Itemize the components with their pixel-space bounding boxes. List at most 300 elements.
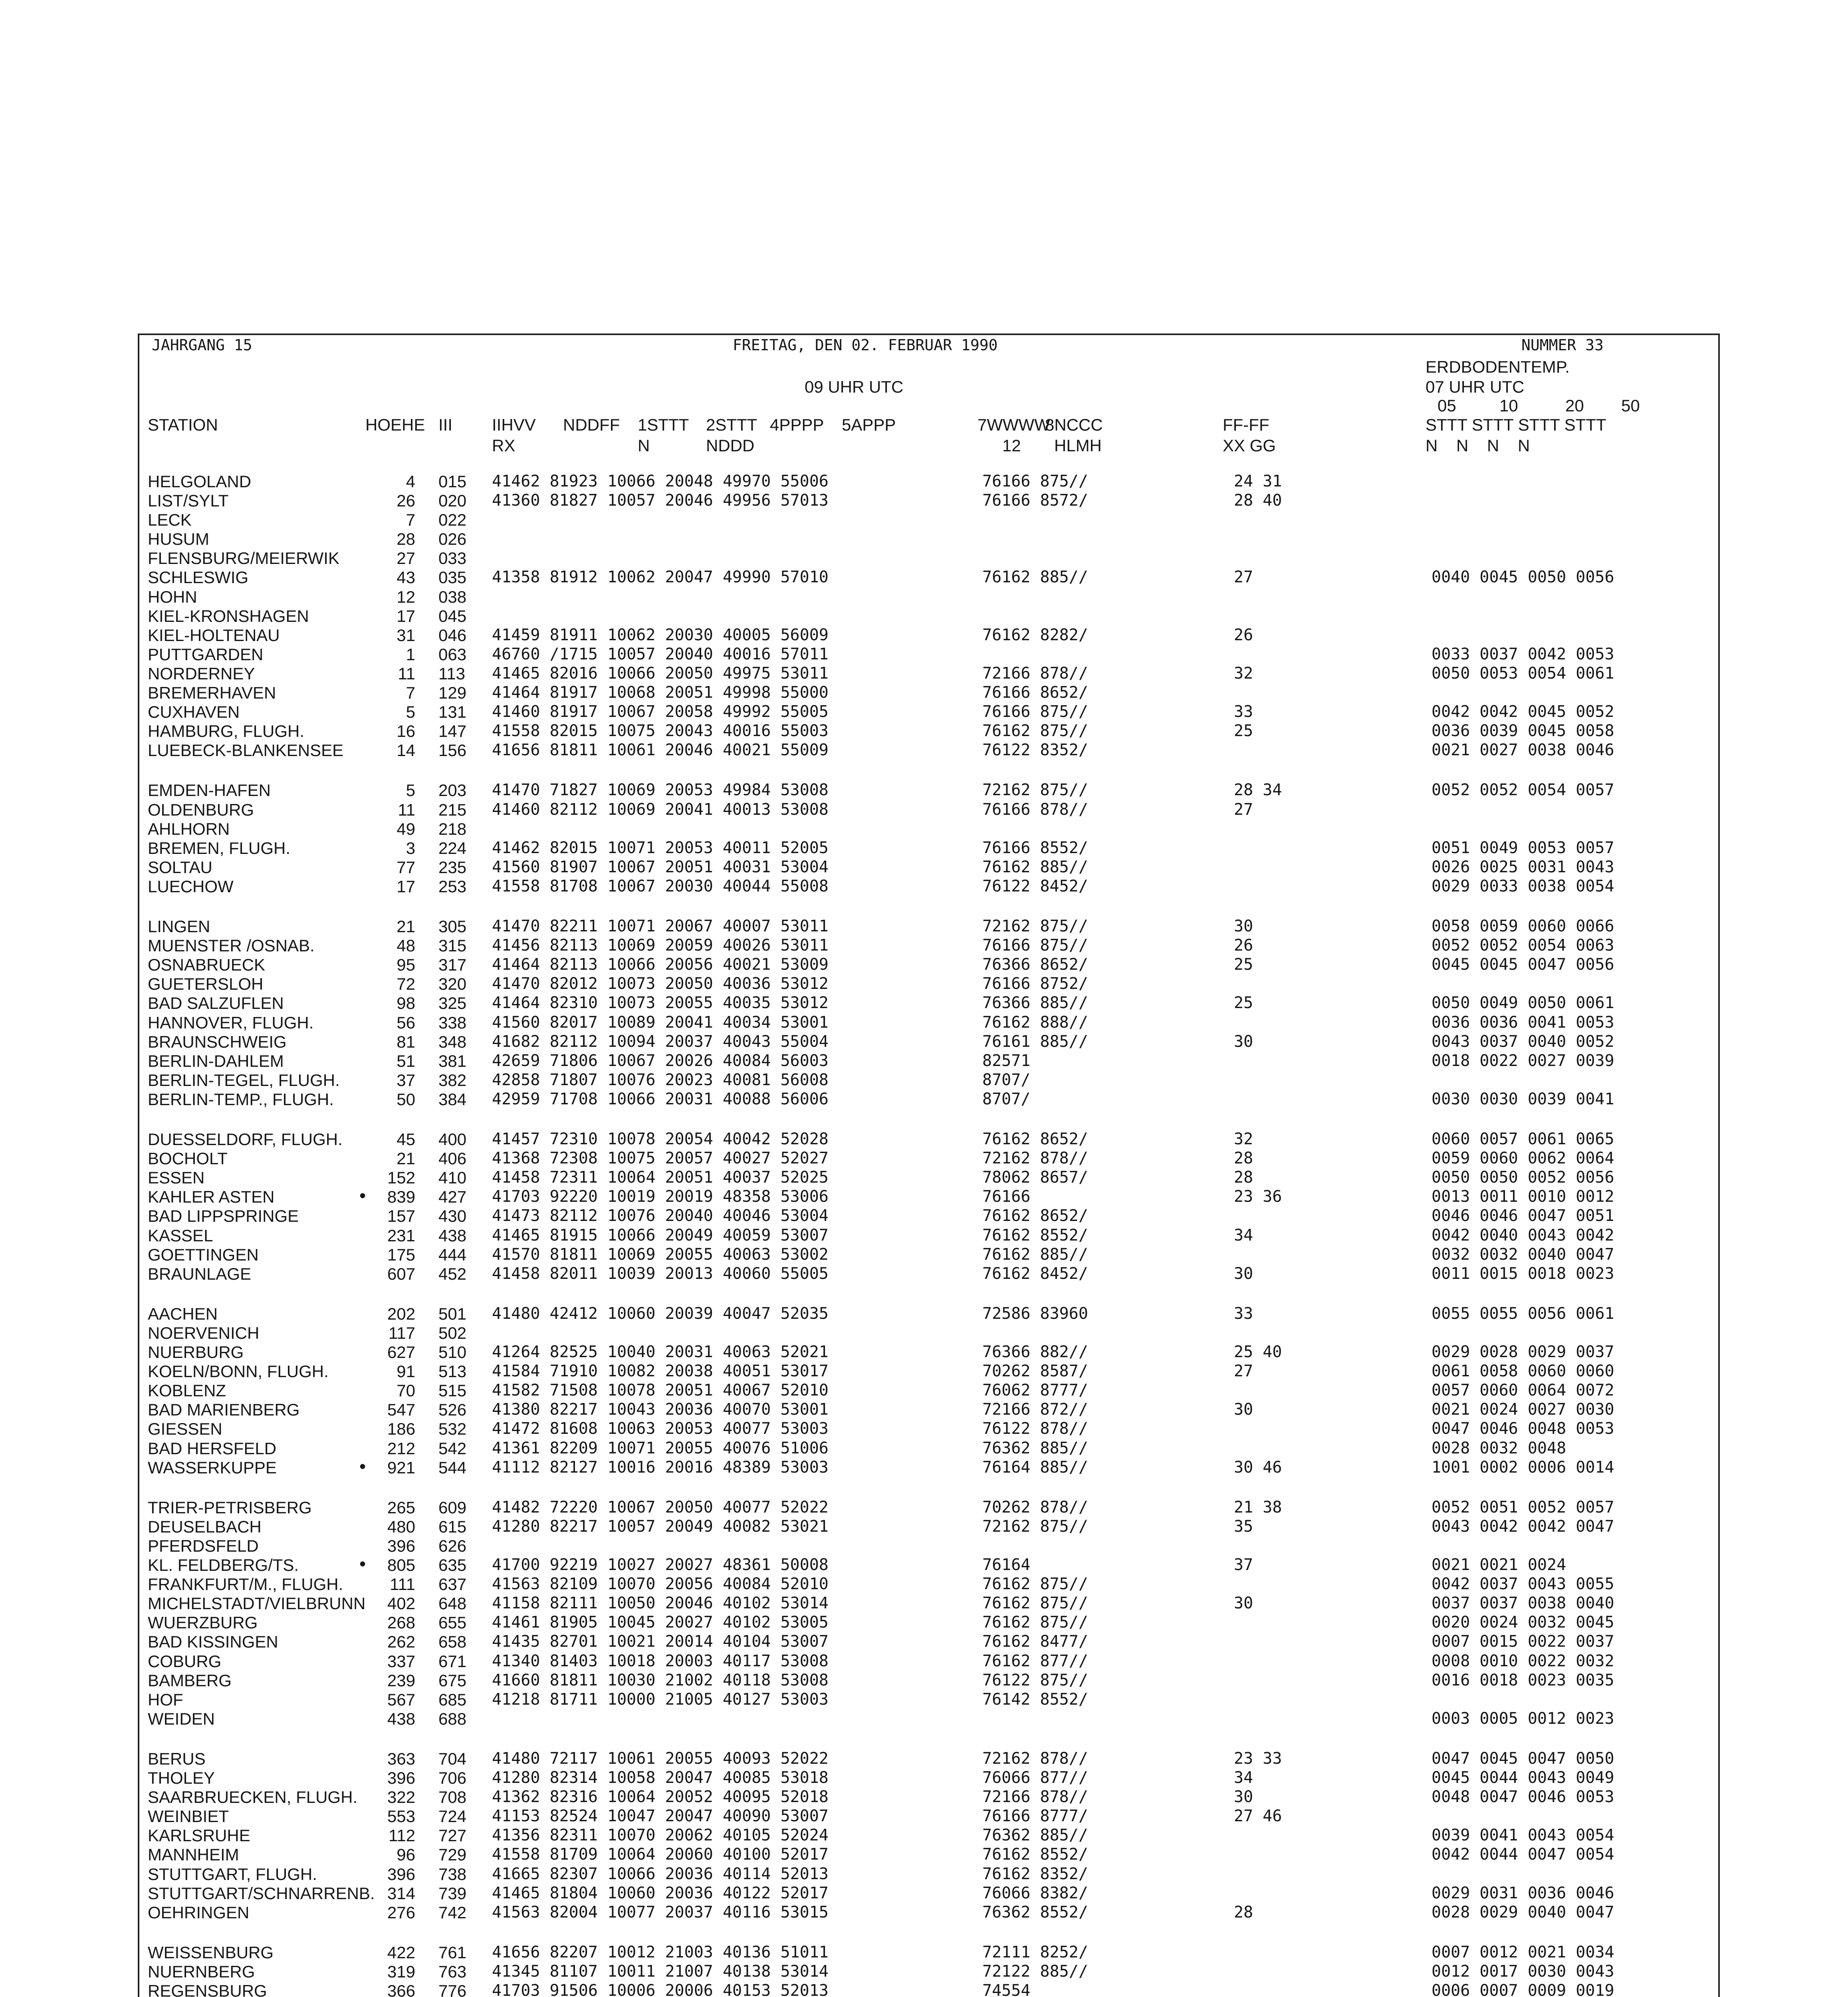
synop-groups: 41462 81923 10066 20048 49970 55006 <box>492 472 829 490</box>
soil-temperatures: 0042 0042 0045 0052 <box>1432 703 1614 721</box>
station-name: FLENSBURG/MEIERWIK <box>148 549 339 568</box>
station-index: 655 <box>438 1613 467 1632</box>
weather-cloud-groups: 76362 8552/ <box>982 1903 1088 1922</box>
gust-values: 33 <box>1234 1304 1253 1323</box>
station-height: 43 <box>397 568 415 587</box>
gust-values: 27 <box>1234 568 1253 586</box>
synop-groups: 41470 82012 10073 20050 40036 53012 <box>492 975 829 993</box>
weather-cloud-groups: 76162 8477/ <box>982 1632 1088 1651</box>
station-index: 430 <box>438 1207 467 1225</box>
weather-cloud-groups: 8707/ <box>982 1071 1031 1089</box>
station-height: 422 <box>387 1943 415 1962</box>
weather-cloud-groups: 72122 885// <box>982 1962 1088 1981</box>
station-index: 035 <box>438 568 467 587</box>
station-name: HAMBURG, FLUGH. <box>148 722 305 740</box>
soil-temperatures: 0013 0011 0010 0012 <box>1432 1187 1614 1206</box>
weather-cloud-groups: 76162 8652/ <box>982 1130 1088 1148</box>
station-name: PUTTGARDEN <box>148 645 264 664</box>
station-height: 402 <box>387 1594 415 1613</box>
station-index: 671 <box>438 1652 467 1671</box>
station-name: KL. FELDBERG/TS. <box>148 1556 299 1574</box>
station-name: BERLIN-TEMP., FLUGH. <box>148 1090 334 1109</box>
synop-groups: 41570 81811 10069 20055 40063 53002 <box>492 1245 829 1264</box>
station-height: 7 <box>406 510 415 529</box>
station-name: HUSUM <box>148 530 209 548</box>
gust-values: 35 <box>1234 1517 1253 1536</box>
station-height: 607 <box>387 1265 415 1283</box>
synop-groups: 41456 82113 10069 20059 40026 53011 <box>492 936 829 955</box>
station-height: 322 <box>387 1788 415 1806</box>
synop-groups: 41459 81911 10062 20030 40005 56009 <box>492 626 829 644</box>
weather-cloud-groups: 8707/ <box>982 1090 1031 1108</box>
gust-values: 30 <box>1234 917 1253 935</box>
station-height: 14 <box>397 741 415 760</box>
station-height: 96 <box>397 1845 415 1864</box>
station-name: AACHEN <box>148 1304 218 1323</box>
station-height: 337 <box>387 1652 415 1671</box>
station-height: 363 <box>387 1749 415 1768</box>
station-name: BERLIN-DAHLEM <box>148 1052 284 1070</box>
station-index: 253 <box>438 877 467 896</box>
station-name: MUENSTER /OSNAB. <box>148 936 315 955</box>
soil-temperatures: 0028 0029 0040 0047 <box>1432 1903 1614 1922</box>
soil-temperatures: 0052 0052 0054 0063 <box>1432 936 1614 955</box>
station-height: 91 <box>397 1362 415 1381</box>
soil-temperatures: 0029 0033 0038 0054 <box>1432 877 1614 895</box>
station-index: 510 <box>438 1343 467 1362</box>
weather-cloud-groups: 76162 8652/ <box>982 1207 1088 1225</box>
station-height: 239 <box>387 1671 415 1690</box>
station-height: 48 <box>397 936 415 955</box>
station-height: 438 <box>387 1709 415 1728</box>
station-index: 305 <box>438 917 467 936</box>
synop-groups: 41435 82701 10021 20014 40104 53007 <box>492 1632 829 1651</box>
soil-temperatures: 0052 0052 0054 0057 <box>1432 781 1614 799</box>
gust-values: 33 <box>1234 703 1253 721</box>
gust-values: 30 <box>1234 1788 1253 1806</box>
col-group8-sub: HLMH <box>1054 436 1102 455</box>
station-height: 21 <box>397 917 415 936</box>
station-height: 49 <box>397 820 415 838</box>
soil-temperatures: 0052 0051 0052 0057 <box>1432 1498 1614 1517</box>
gust-values: 30 <box>1234 1265 1253 1283</box>
station-height: 26 <box>397 491 415 510</box>
weather-cloud-groups: 76164 885// <box>982 1458 1088 1477</box>
synop-groups: 41464 82113 10066 20056 40021 53009 <box>492 955 829 974</box>
station-height: 28 <box>397 530 415 548</box>
station-height: 553 <box>387 1807 415 1826</box>
station-name: HELGOLAND <box>148 472 252 491</box>
synop-groups: 41356 82311 10070 20062 40105 52024 <box>492 1826 829 1844</box>
station-height: 805 <box>387 1556 415 1574</box>
synop-groups: 41380 82217 10043 20036 40070 53001 <box>492 1400 829 1419</box>
station-index: 615 <box>438 1517 467 1536</box>
station-name: LUEBECK-BLANKENSEE <box>148 741 344 760</box>
station-index: 320 <box>438 975 467 993</box>
gust-values: 27 <box>1234 800 1253 819</box>
station-index: 761 <box>438 1943 467 1962</box>
soil-temperatures: 0042 0037 0043 0055 <box>1432 1575 1614 1593</box>
weather-cloud-groups: 76362 885// <box>982 1826 1088 1844</box>
station-height: 366 <box>387 1981 415 1997</box>
col-soil-sub: N N N N <box>1426 436 1530 455</box>
station-index: 325 <box>438 994 467 1012</box>
synop-groups: 41563 82004 10077 20037 40116 53015 <box>492 1903 829 1922</box>
station-index: 022 <box>438 510 467 529</box>
col-group4-sub: NDDD <box>706 436 755 455</box>
station-index: 338 <box>438 1013 467 1032</box>
gust-values: 25 <box>1234 955 1253 974</box>
gust-values: 30 <box>1234 1400 1253 1419</box>
synop-groups: 41660 81811 10030 21002 40118 53008 <box>492 1671 829 1689</box>
soil-temperatures: 0061 0058 0060 0060 <box>1432 1362 1614 1380</box>
soil-temperatures: 0036 0036 0041 0053 <box>1432 1013 1614 1032</box>
synop-groups: 41703 92220 10019 20019 48358 53006 <box>492 1187 829 1206</box>
station-name: BAD HERSFELD <box>148 1439 277 1458</box>
col-group2: NDDFF <box>563 415 620 434</box>
soil-temperatures: 0043 0042 0042 0047 <box>1432 1517 1614 1536</box>
station-height: 11 <box>398 800 415 819</box>
station-height: 212 <box>387 1439 415 1458</box>
station-name: STUTTGART/SCHNARRENB. <box>148 1884 375 1903</box>
weather-cloud-groups: 76166 875// <box>982 703 1088 721</box>
col-group7-sub: 12 <box>1002 436 1021 455</box>
synop-groups: 41464 82310 10073 20055 40035 53012 <box>492 994 829 1012</box>
station-name: BOCHOLT <box>148 1149 228 1168</box>
station-height: 396 <box>387 1865 415 1884</box>
station-name: GUETERSLOH <box>148 975 264 993</box>
gust-values: 26 <box>1234 626 1253 644</box>
station-index: 658 <box>438 1632 467 1651</box>
gust-values: 25 40 <box>1234 1343 1282 1361</box>
synop-groups: 41340 81403 10018 20003 40117 53008 <box>492 1652 829 1670</box>
station-height: 45 <box>397 1130 415 1149</box>
station-index: 513 <box>438 1362 467 1381</box>
synop-groups: 42659 71806 10067 20026 40084 56003 <box>492 1052 829 1070</box>
mountain-station-marker: • <box>359 1456 366 1477</box>
soil-temperatures: 0029 0028 0029 0037 <box>1432 1343 1614 1361</box>
soil-temperatures: 0029 0031 0036 0046 <box>1432 1884 1614 1902</box>
synop-groups: 41560 82017 10089 20041 40034 53001 <box>492 1013 829 1032</box>
weather-cloud-groups: 76366 885// <box>982 994 1088 1012</box>
synop-groups: 41656 81811 10061 20046 40021 55009 <box>492 741 829 759</box>
station-index: 763 <box>438 1962 467 1981</box>
gust-values: 37 <box>1234 1556 1253 1574</box>
weather-cloud-groups: 78062 8657/ <box>982 1168 1088 1187</box>
gust-values: 26 <box>1234 936 1253 955</box>
volume-label: JAHRGANG 15 <box>152 336 252 354</box>
station-name: WEISSENBURG <box>148 1943 274 1962</box>
soil-temperatures: 0011 0015 0018 0023 <box>1432 1265 1614 1283</box>
soil-temperatures: 0008 0010 0022 0032 <box>1432 1652 1614 1670</box>
station-height: 839 <box>387 1187 415 1206</box>
soil-temperatures: 0033 0037 0042 0053 <box>1432 645 1614 663</box>
synop-groups: 41460 81917 10067 20058 49992 55005 <box>492 703 829 721</box>
station-name: SAARBRUECKEN, FLUGH. <box>148 1788 358 1806</box>
station-index: 515 <box>438 1381 467 1400</box>
station-index: 502 <box>438 1324 467 1342</box>
station-height: 98 <box>397 994 415 1012</box>
station-index: 688 <box>438 1709 467 1728</box>
station-name: NUERBURG <box>148 1343 244 1362</box>
station-name: BAD SALZUFLEN <box>148 994 284 1012</box>
station-name: BERLIN-TEGEL, FLUGH. <box>148 1071 340 1090</box>
col-soil: STTT STTT STTT STTT <box>1426 415 1606 434</box>
weather-cloud-groups: 76166 875// <box>982 936 1088 955</box>
soil-temperatures: 0021 0021 0024 <box>1432 1556 1566 1574</box>
synop-groups: 41280 82217 10057 20049 40082 53021 <box>492 1517 829 1536</box>
station-name: KOELN/BONN, FLUGH. <box>148 1362 329 1381</box>
station-name: THOLEY <box>148 1769 215 1787</box>
station-name: WUERZBURG <box>148 1613 258 1632</box>
station-height: 17 <box>397 607 415 625</box>
gust-values: 27 <box>1234 1362 1253 1380</box>
station-name: MANNHEIM <box>148 1845 239 1864</box>
soil-temperatures: 0046 0046 0047 0051 <box>1432 1207 1614 1225</box>
station-name: GIESSEN <box>148 1419 222 1438</box>
station-name: REGENSBURG <box>148 1981 267 1997</box>
synop-groups: 41465 82016 10066 20050 49975 53011 <box>492 664 829 683</box>
synop-groups: 41480 42412 10060 20039 40047 52035 <box>492 1304 829 1323</box>
gust-values: 28 <box>1234 1168 1253 1187</box>
station-height: 627 <box>387 1343 415 1362</box>
weather-cloud-groups: 76166 8572/ <box>982 491 1088 510</box>
weather-cloud-groups: 76162 8552/ <box>982 1226 1088 1245</box>
station-height: 11 <box>398 664 415 683</box>
station-height: 186 <box>387 1419 415 1438</box>
station-name: DUESSELDORF, FLUGH. <box>148 1130 343 1149</box>
station-index: 147 <box>438 722 467 740</box>
weather-cloud-groups: 72162 878// <box>982 1149 1088 1167</box>
station-index: 400 <box>438 1130 467 1149</box>
synop-groups: 41582 71508 10078 20051 40067 52010 <box>492 1381 829 1399</box>
weather-cloud-groups: 76162 885// <box>982 568 1088 586</box>
col-group1: IIHVV <box>492 415 536 434</box>
station-index: 544 <box>438 1458 467 1477</box>
station-name: OEHRINGEN <box>148 1903 250 1922</box>
col-index: III <box>438 415 453 434</box>
station-index: 129 <box>438 683 467 702</box>
issue-date: FREITAG, DEN 02. FEBRUAR 1990 <box>733 336 998 354</box>
station-name: BAD KISSINGEN <box>148 1632 278 1651</box>
soil-temperatures: 0050 0050 0052 0056 <box>1432 1168 1614 1187</box>
weather-cloud-groups: 76162 875// <box>982 722 1088 740</box>
synop-groups: 41158 82111 10050 20046 40102 53014 <box>492 1594 829 1612</box>
gust-values: 23 33 <box>1234 1749 1282 1768</box>
station-name: COBURG <box>148 1652 222 1671</box>
gust-values: 21 38 <box>1234 1498 1282 1517</box>
weather-cloud-groups: 76166 8652/ <box>982 683 1088 702</box>
station-index: 542 <box>438 1439 467 1458</box>
synop-groups: 41558 81708 10067 20030 40044 55008 <box>492 877 829 895</box>
station-name: NOERVENICH <box>148 1324 260 1342</box>
station-index: 739 <box>438 1884 467 1903</box>
synop-groups: 41482 72220 10067 20050 40077 52022 <box>492 1498 829 1517</box>
weather-cloud-groups: 76122 875// <box>982 1671 1088 1689</box>
station-height: 175 <box>387 1245 415 1264</box>
col-group8: 8NCCC <box>1045 415 1103 434</box>
synop-groups: 41558 81709 10064 20060 40100 52017 <box>492 1845 829 1864</box>
station-index: 235 <box>438 858 467 877</box>
weather-cloud-groups: 76066 877// <box>982 1769 1088 1787</box>
synop-groups: 41558 82015 10075 20043 40016 55003 <box>492 722 829 740</box>
station-height: 265 <box>387 1498 415 1517</box>
station-index: 015 <box>438 472 467 491</box>
weather-cloud-groups: 76162 875// <box>982 1575 1088 1593</box>
station-index: 215 <box>438 800 467 819</box>
station-index: 315 <box>438 936 467 955</box>
mountain-station-marker: • <box>359 1185 366 1206</box>
station-name: SOLTAU <box>148 858 212 877</box>
station-name: HANNOVER, FLUGH. <box>148 1013 314 1032</box>
station-index: 706 <box>438 1769 467 1787</box>
soil-temperatures: 0047 0046 0048 0053 <box>1432 1419 1614 1438</box>
weather-cloud-groups: 76142 8552/ <box>982 1690 1088 1709</box>
soil-temperatures: 0051 0049 0053 0057 <box>1432 839 1614 857</box>
gust-values: 32 <box>1234 664 1253 683</box>
station-index: 704 <box>438 1749 467 1768</box>
gust-values: 24 31 <box>1234 472 1282 490</box>
station-name: BRAUNLAGE <box>148 1265 252 1283</box>
col-group1-sub: RX <box>492 436 516 455</box>
station-index: 532 <box>438 1419 467 1438</box>
synop-groups: 41153 82524 10047 20047 40090 53007 <box>492 1807 829 1825</box>
weather-cloud-groups: 76162 877// <box>982 1652 1088 1670</box>
station-height: 5 <box>406 781 415 800</box>
weather-cloud-groups: 76162 8352/ <box>982 1865 1088 1883</box>
soil-temperatures: 0058 0059 0060 0066 <box>1432 917 1614 935</box>
soil-temperatures: 0037 0037 0038 0040 <box>1432 1594 1614 1612</box>
station-height: 4 <box>406 472 415 491</box>
soil-temperatures: 0048 0047 0046 0053 <box>1432 1788 1614 1806</box>
soil-depth-10: 10 <box>1499 396 1518 415</box>
synop-groups: 41458 82011 10039 20013 40060 55005 <box>492 1265 829 1283</box>
synop-groups: 41656 82207 10012 21003 40136 51011 <box>492 1943 829 1961</box>
station-index: 203 <box>438 781 467 800</box>
weather-cloud-groups: 76166 8552/ <box>982 839 1088 857</box>
station-name: OSNABRUECK <box>148 955 266 974</box>
station-name: KASSEL <box>148 1226 213 1245</box>
station-name: DEUSELBACH <box>148 1517 262 1536</box>
station-name: KOBLENZ <box>148 1381 226 1400</box>
synop-groups: 42858 71807 10076 20023 40081 56008 <box>492 1071 829 1089</box>
gust-values: 30 <box>1234 1032 1253 1051</box>
weather-cloud-groups: 76362 885// <box>982 1439 1088 1457</box>
gust-values: 28 <box>1234 1149 1253 1167</box>
gust-values: 28 <box>1234 1903 1253 1922</box>
weather-cloud-groups: 72166 872// <box>982 1400 1088 1419</box>
station-name: KIEL-HOLTENAU <box>148 626 280 645</box>
synop-groups: 41700 92219 10027 20027 48361 50008 <box>492 1556 829 1574</box>
station-name: CUXHAVEN <box>148 703 240 721</box>
station-name: KAHLER ASTEN <box>148 1187 275 1206</box>
soil-temperatures: 0012 0017 0030 0043 <box>1432 1962 1614 1981</box>
station-index: 427 <box>438 1187 467 1206</box>
station-name: WEIDEN <box>148 1709 215 1728</box>
station-index: 727 <box>438 1826 467 1845</box>
station-index: 033 <box>438 549 467 568</box>
synop-groups: 41563 82109 10070 20056 40084 52010 <box>492 1575 829 1593</box>
station-height: 5 <box>406 703 415 721</box>
station-height: 77 <box>397 858 415 877</box>
synop-groups: 41665 82307 10066 20036 40114 52013 <box>492 1865 829 1883</box>
station-index: 113 <box>438 664 465 683</box>
col-station: STATION <box>148 415 218 434</box>
col-group7: 7WWWW <box>978 415 1050 434</box>
synop-groups: 41345 81107 10011 21007 40138 53014 <box>492 1962 829 1981</box>
synop-groups: 41361 82209 10071 20055 40076 51006 <box>492 1439 829 1457</box>
station-name: WEINBIET <box>148 1807 229 1826</box>
gust-values: 30 46 <box>1234 1458 1282 1477</box>
synop-groups: 41584 71910 10082 20038 40051 53017 <box>492 1362 829 1380</box>
station-height: 152 <box>387 1168 415 1187</box>
station-name: GOETTINGEN <box>148 1245 259 1264</box>
station-height: 112 <box>389 1826 415 1845</box>
station-height: 202 <box>387 1304 415 1323</box>
weather-cloud-groups: 72166 878// <box>982 664 1088 683</box>
soil-temperatures: 0042 0044 0047 0054 <box>1432 1845 1614 1864</box>
station-index: 063 <box>438 645 467 664</box>
station-index: 384 <box>438 1090 467 1109</box>
soil-temperatures: 0050 0049 0050 0061 <box>1432 994 1614 1012</box>
station-height: 3 <box>406 839 415 858</box>
soil-temperatures: 0039 0041 0043 0054 <box>1432 1826 1614 1844</box>
station-index: 046 <box>438 626 467 645</box>
soil-temperatures: 0028 0032 0048 <box>1432 1439 1566 1457</box>
station-height: 567 <box>387 1690 415 1709</box>
station-height: 547 <box>387 1400 415 1419</box>
weather-cloud-groups: 76162 885// <box>982 1245 1088 1264</box>
synop-groups: 41458 72311 10064 20051 40037 52025 <box>492 1168 829 1187</box>
station-height: 1 <box>406 645 415 664</box>
synop-groups: 41480 72117 10061 20055 40093 52022 <box>492 1749 829 1768</box>
station-name: ESSEN <box>148 1168 205 1187</box>
station-index: 635 <box>438 1556 467 1574</box>
station-height: 31 <box>397 626 415 645</box>
soil-temperatures: 0036 0039 0045 0058 <box>1432 722 1614 740</box>
soil-temperatures: 0040 0045 0050 0056 <box>1432 568 1614 586</box>
weather-cloud-groups: 70262 878// <box>982 1498 1088 1517</box>
gust-values: 28 40 <box>1234 491 1282 510</box>
weather-cloud-groups: 76122 8452/ <box>982 877 1088 895</box>
station-index: 776 <box>438 1981 467 1997</box>
station-index: 406 <box>438 1149 467 1168</box>
station-name: WASSERKUPPE <box>148 1458 277 1477</box>
station-index: 438 <box>438 1226 467 1245</box>
synop-groups: 41682 82112 10094 20037 40043 55004 <box>492 1032 829 1051</box>
synop-groups: 41703 91506 10006 20006 40153 52013 <box>492 1981 829 1997</box>
station-name: KARLSRUHE <box>148 1826 250 1845</box>
weather-cloud-groups: 72162 875// <box>982 917 1088 935</box>
station-index: 648 <box>438 1594 467 1613</box>
gust-values: 23 36 <box>1234 1187 1282 1206</box>
station-height: 81 <box>397 1032 415 1051</box>
soil-temp-title: ERDBODENTEMP. <box>1426 357 1570 376</box>
station-index: 444 <box>438 1245 467 1264</box>
station-index: 410 <box>438 1168 467 1187</box>
station-height: 396 <box>387 1769 415 1787</box>
station-index: 685 <box>438 1690 467 1709</box>
station-name: LUECHOW <box>148 877 234 896</box>
station-height: 12 <box>397 588 415 606</box>
weather-cloud-groups: 82571 <box>982 1052 1031 1070</box>
station-index: 724 <box>438 1807 467 1826</box>
weather-cloud-groups: 76162 8452/ <box>982 1265 1088 1283</box>
synop-groups: 41470 82211 10071 20067 40007 53011 <box>492 917 829 935</box>
station-height: 70 <box>397 1381 415 1400</box>
weather-cloud-groups: 76162 888// <box>982 1013 1088 1032</box>
soil-temperatures: 0030 0030 0039 0041 <box>1432 1090 1614 1108</box>
